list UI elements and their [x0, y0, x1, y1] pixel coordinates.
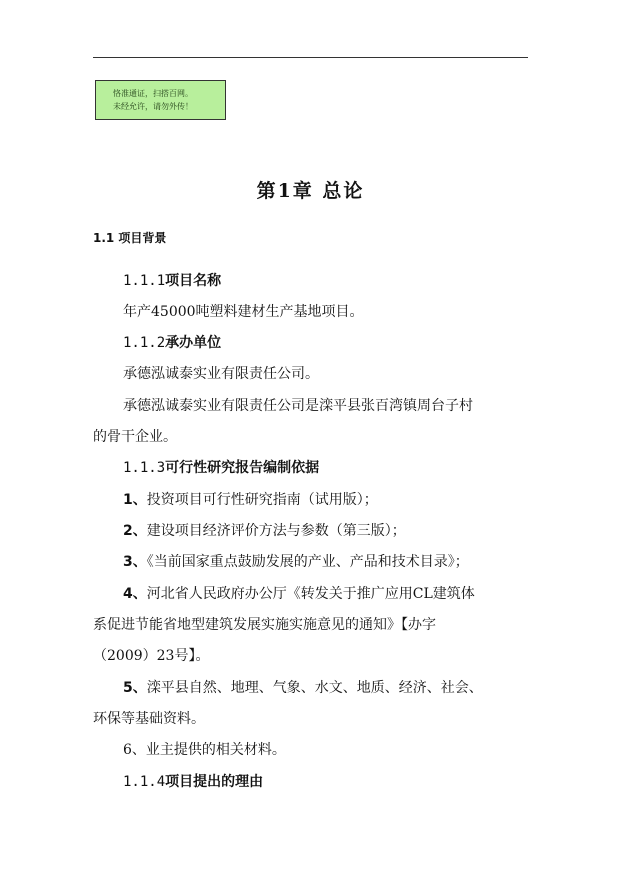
basis-item-1 — [123, 490, 378, 510]
basis-text: 建设项目经济评价方法与参数（第三版）； — [146, 523, 406, 539]
basis-number: 6、 — [123, 742, 146, 758]
basis-number: 4、 — [123, 586, 147, 602]
subsection-number: 1.1.1 — [123, 273, 166, 289]
subsection-heading-1-1-2 — [123, 333, 221, 353]
chapter-title: 第1章 总论 — [256, 180, 365, 202]
stamp-line-1: 恪准通证，扫搭百网。 — [113, 89, 193, 98]
header-rule — [93, 57, 528, 58]
basis-item-4 — [123, 584, 475, 604]
basis-text: 业主提供的相关材料。 — [145, 742, 286, 758]
subsection-number: 1.1.3 — [123, 460, 166, 476]
basis-number: 2、 — [123, 523, 147, 539]
basis-number: 5、 — [123, 680, 147, 696]
section-heading-1-1: 1.1 项目背景 — [93, 231, 167, 245]
subsection-heading-1-1-1 — [123, 271, 221, 291]
basis-number: 3、 — [123, 554, 147, 570]
basis-text: 滦平县自然、地理、气象、水文、地质、经济、社会、 — [146, 680, 483, 696]
basis-item-4-cont-1: 系促进节能省地型建筑发展实施实施意见的通知》【办字 — [93, 617, 436, 633]
basis-item-2 — [123, 521, 406, 541]
subsection-title: 项目名称 — [165, 273, 222, 289]
subsection-title: 可行性研究报告编制依据 — [165, 460, 320, 476]
stamp-line-2: 未经允许，请勿外传！ — [113, 102, 193, 111]
basis-text: 河北省人民政府办公厅《转发关于推广应用CL建筑体 — [146, 586, 475, 602]
basis-item-3 — [123, 552, 469, 572]
basis-text: 投资项目可行性研究指南（试用版）； — [146, 492, 378, 508]
basis-item-5 — [123, 678, 483, 698]
subsection-number: 1.1.4 — [123, 774, 166, 790]
basis-number: 1、 — [123, 492, 147, 508]
basis-item-5-cont: 环保等基础资料。 — [93, 711, 205, 727]
subsection-heading-1-1-3 — [123, 458, 319, 478]
subsection-title: 承办单位 — [165, 335, 222, 351]
subsection-number: 1.1.2 — [123, 335, 166, 351]
company-name-text: 承德泓诚泰实业有限责任公司。 — [123, 366, 319, 382]
basis-item-4-cont-2: （2009）23号】。 — [93, 648, 210, 664]
watermark-stamp — [95, 80, 226, 120]
subsection-title: 项目提出的理由 — [165, 774, 264, 790]
project-name-text: 年产45000吨塑料建材生产基地项目。 — [123, 304, 364, 320]
company-desc-line-1: 承德泓诚泰实业有限责任公司是滦平县张百湾镇周台子村 — [123, 398, 473, 414]
company-desc-line-2: 的骨干企业。 — [93, 429, 177, 445]
basis-text: 《当前国家重点鼓励发展的产业、产品和技术目录》； — [146, 554, 469, 570]
subsection-heading-1-1-4 — [123, 772, 263, 792]
basis-item-6 — [123, 740, 286, 760]
